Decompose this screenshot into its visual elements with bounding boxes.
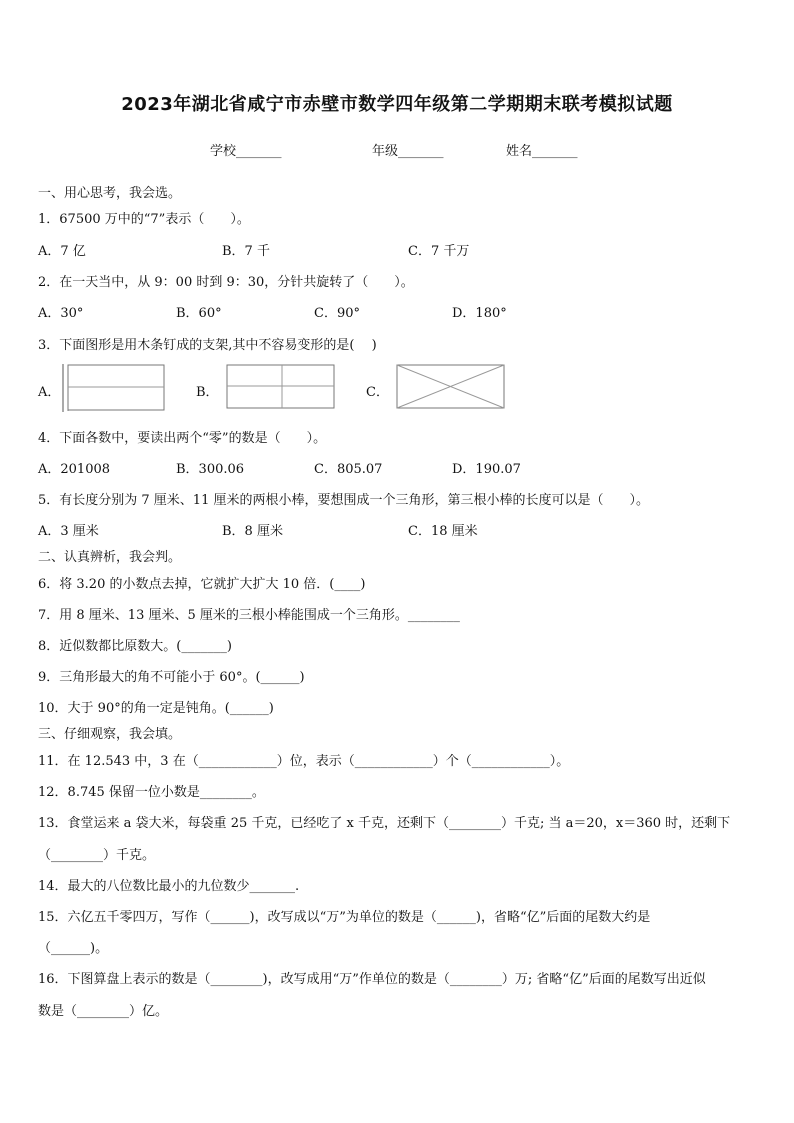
question-11: 11．在 12.543 中，3 在（____________）位，表示（____________）个（____________）。	[38, 754, 570, 769]
question-2: 2．在一天当中，从 9：00 时到 9：30，分针共旋转了（ ）。	[38, 275, 414, 290]
question-3: 3．下面图形是用木条钉成的支架,其中不容易变形的是( )	[38, 338, 377, 353]
page-title: 2023年湖北省咸宁市赤壁市数学四年级第二学期期末联考模拟试题	[121, 94, 673, 115]
grade-field: 年级_______	[372, 144, 444, 159]
school-field: 学校_______	[210, 144, 282, 159]
question-16-line-1: 16．下图算盘上表示的数是（________)，改写成用“万”作单位的数是（________）万; 省略“亿”后面的尾数写出近似	[38, 972, 706, 987]
question-13-line-1: 13．食堂运来 a 袋大米，每袋重 25 千克，已经吃了 x 千克，还剩下（________）千克; 当 a＝20，x＝360 时，还剩下	[38, 816, 731, 831]
q1-option-b: B．7 千	[222, 244, 270, 259]
question-7: 7．用 8 厘米、13 厘米、5 厘米的三根小棒能围成一个三角形。________	[38, 608, 460, 623]
q2-option-d: D．180°	[452, 306, 507, 321]
q2-option-a: A．30°	[38, 306, 84, 321]
q1-option-c: C．7 千万	[408, 244, 470, 259]
q3-figure-c	[396, 364, 506, 410]
q2-option-b: B．60°	[176, 306, 222, 321]
q3-option-a: A．	[38, 385, 61, 400]
question-6: 6．将 3.20 的小数点去掉，它就扩大扩大 10 倍．(____)	[38, 577, 366, 592]
q4-option-a: A．201008	[38, 462, 111, 477]
q3-figure-b	[226, 364, 336, 410]
q2-option-c: C．90°	[314, 306, 360, 321]
q1-option-a: A．7 亿	[38, 244, 86, 259]
section-3-heading: 三、仔细观察，我会填。	[38, 727, 182, 742]
question-16-line-2: 数是（________）亿。	[38, 1004, 169, 1019]
question-13-line-2: （________）千克。	[38, 848, 156, 863]
question-10: 10．大于 90°的角一定是钝角。(______)	[38, 701, 274, 716]
section-1-heading: 一、用心思考，我会选。	[38, 186, 182, 201]
question-14: 14．最大的八位数比最小的九位数少_______.	[38, 879, 300, 894]
question-15-line-1: 15．六亿五千零四万，写作（______)，改写成以“万”为单位的数是（______)，省略“亿”后面的尾数大约是	[38, 910, 651, 925]
question-8: 8．近似数都比原数大。(_______)	[38, 639, 232, 654]
q3-option-b: B．	[196, 385, 219, 400]
question-5: 5．有长度分别为 7 厘米、11 厘米的两根小棒，要想围成一个三角形，第三根小棒的长度可以是（ ）。	[38, 493, 649, 508]
question-12: 12．8.745 保留一位小数是________。	[38, 785, 265, 800]
q3-option-c: C．	[366, 385, 389, 400]
question-15-line-2: （______)。	[38, 941, 109, 956]
q3-figure-a	[62, 363, 166, 413]
q4-option-c: C．805.07	[314, 462, 383, 477]
question-4: 4．下面各数中，要读出两个“零”的数是（ ）。	[38, 431, 327, 446]
question-1: 1．67500 万中的“7”表示（ ）。	[38, 212, 250, 227]
section-2-heading: 二、认真辨析，我会判。	[38, 550, 182, 565]
q5-option-c: C．18 厘米	[408, 524, 478, 539]
q4-option-d: D．190.07	[452, 462, 521, 477]
q5-option-a: A．3 厘米	[38, 524, 99, 539]
q5-option-b: B．8 厘米	[222, 524, 283, 539]
question-9: 9．三角形最大的角不可能小于 60°。(______)	[38, 670, 305, 685]
q4-option-b: B．300.06	[176, 462, 245, 477]
name-field: 姓名_______	[506, 144, 578, 159]
